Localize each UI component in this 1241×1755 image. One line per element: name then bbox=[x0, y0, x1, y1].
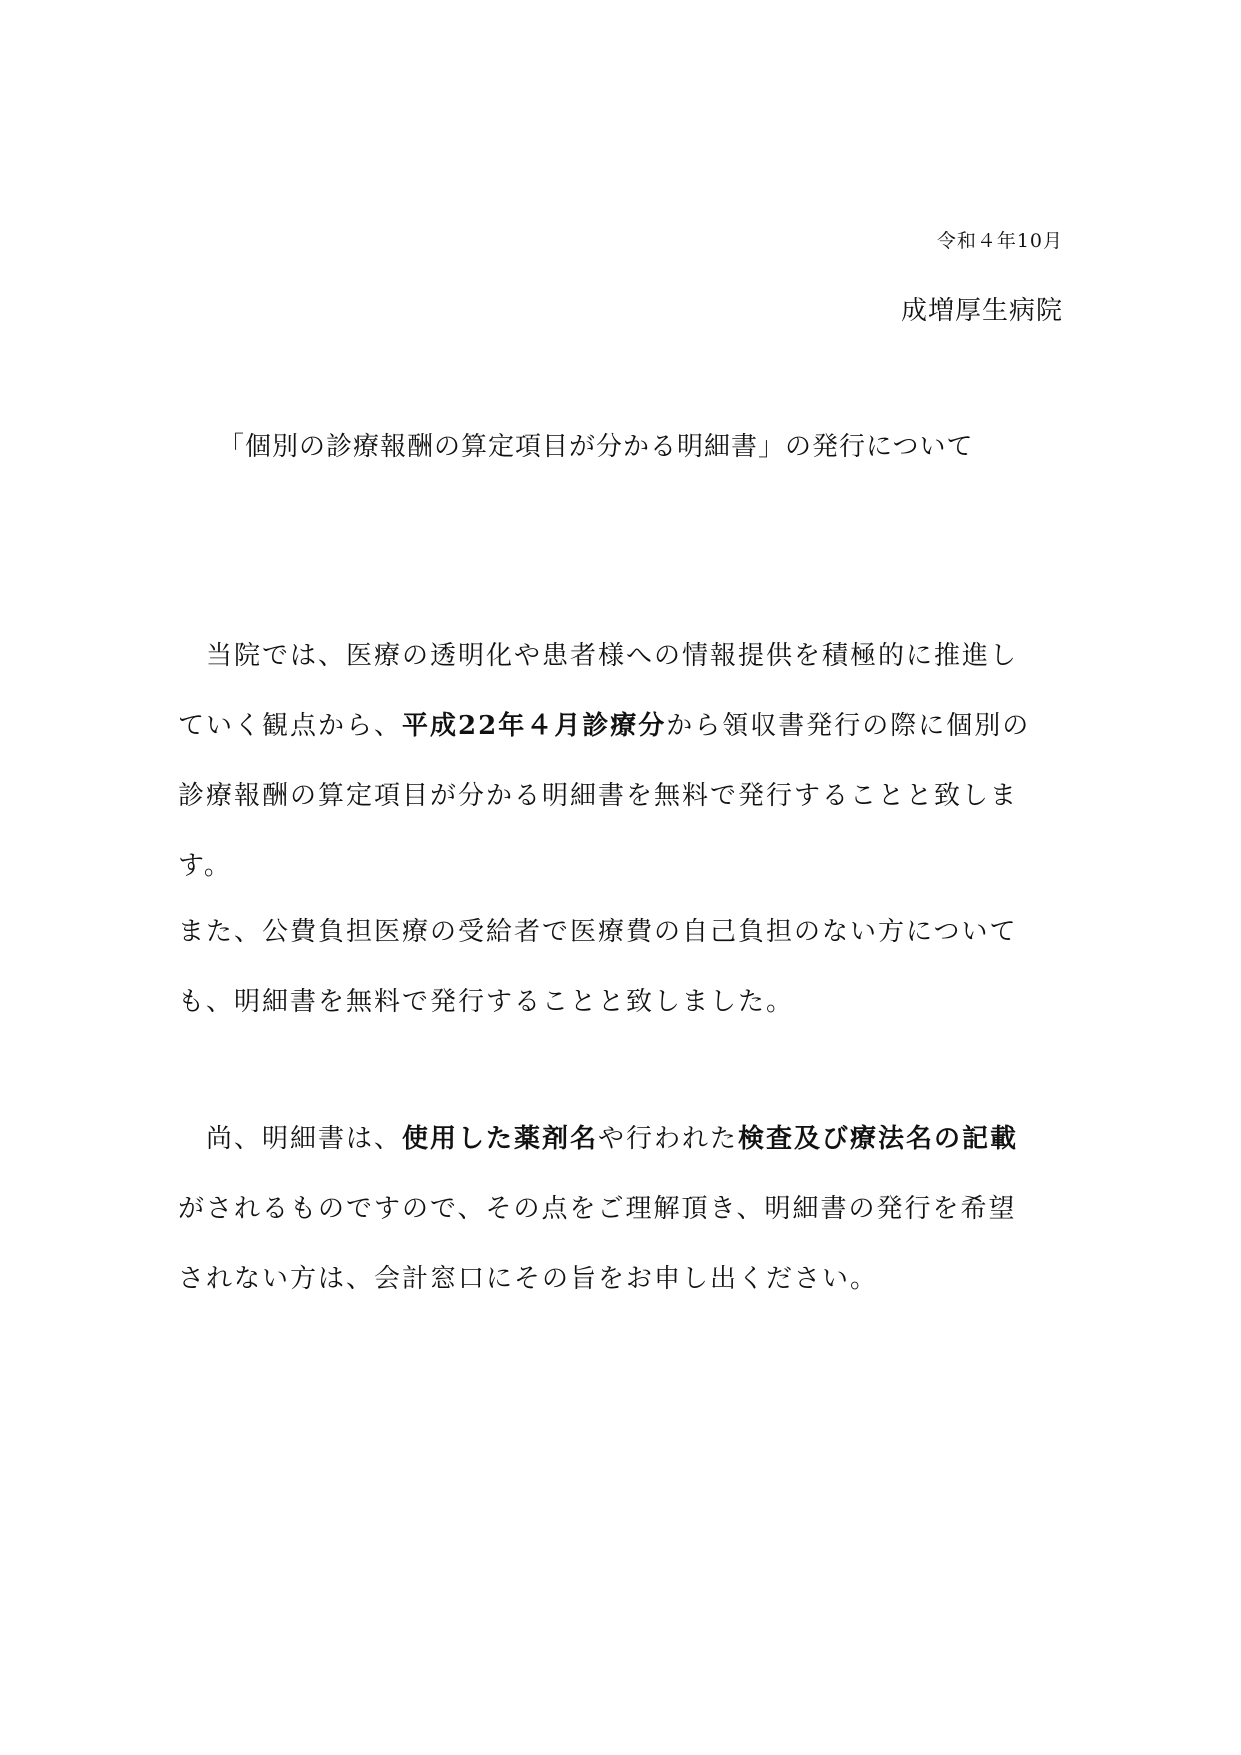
text-run: や行われた bbox=[598, 1124, 739, 1154]
text-run: ていく観点から、 bbox=[178, 711, 403, 741]
bold-text-run: 使用した薬剤名 bbox=[402, 1124, 599, 1154]
paragraph-line: す。 bbox=[178, 851, 232, 881]
paragraph-line bbox=[178, 1104, 1068, 1174]
paragraph-2 bbox=[178, 897, 1068, 1037]
bold-text-run: 平成22年４月診療分 bbox=[402, 711, 667, 741]
paragraph-3 bbox=[178, 1104, 1068, 1314]
organization-name: 成増厚生病院 bbox=[900, 296, 1063, 326]
paragraph-line: も、明細書を無料で発行することと致しました。 bbox=[178, 987, 795, 1017]
bold-text-run: 検査及び療法名の記載 bbox=[738, 1124, 1019, 1154]
paragraph-line bbox=[178, 691, 1068, 761]
paragraph-line: がされるものですので、その点をご理解頂き、明細書の発行を希望 bbox=[178, 1194, 1017, 1224]
document-title: 「個別の診療報酬の算定項目が分かる明細書」の発行について bbox=[218, 432, 974, 462]
text-run: から領収書発行の際に個別の bbox=[666, 711, 1031, 741]
paragraph-line: 診療報酬の算定項目が分かる明細書を無料で発行することと致しま bbox=[178, 781, 1019, 811]
paragraph-line: されない方は、会計窓口にその旨をお申し出ください。 bbox=[178, 1264, 879, 1294]
issue-date: 令和４年10月 bbox=[936, 230, 1063, 252]
paragraph-1 bbox=[178, 621, 1068, 901]
paragraph-line: また、公費負担医療の受給者で医療費の自己負担のない方について bbox=[178, 917, 1018, 947]
paragraph-line: 当院では、医療の透明化や患者様への情報提供を積極的に推進し bbox=[206, 641, 1019, 671]
text-run: 尚、明細書は、 bbox=[206, 1124, 403, 1154]
